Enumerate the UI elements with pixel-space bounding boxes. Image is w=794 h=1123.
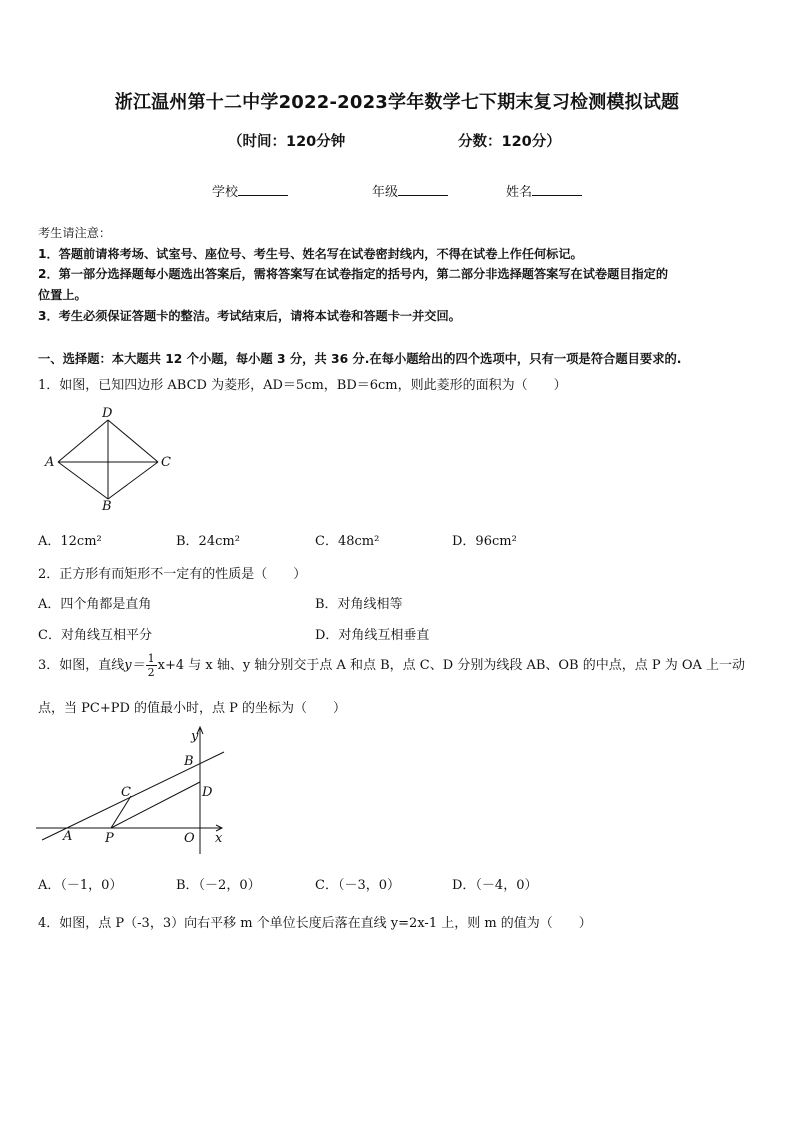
q3-prefix: 3．如图，直线 [38, 658, 125, 673]
q3-frac-den: 2 [147, 666, 155, 679]
q1-option-d: D．96cm² [452, 534, 517, 549]
question-3-line2: 点，当 PC+PD 的值最小时，点 P 的坐标为（ ） [38, 701, 347, 716]
name-label: 姓名 [506, 185, 533, 200]
q1-option-b: B．24cm² [176, 534, 240, 549]
q2-option-a: A．四个角都是直角 [38, 597, 152, 612]
label-C: C [121, 785, 131, 800]
label-A: A [45, 455, 55, 470]
grade-blank [398, 183, 448, 196]
label-x-axis: x [215, 831, 223, 846]
notice-item: 3．考生必须保证答题卡的整洁。考试结束后，请将本试卷和答题卡一并交回。 [38, 309, 461, 323]
notice-item: 1．答题前请将考场、试室号、座位号、考生号、姓名写在试卷密封线内，不得在试卷上作任何标记。 [38, 247, 583, 261]
label-B: B [184, 754, 194, 769]
school-label: 学校 [212, 185, 239, 200]
notice-heading: 考生请注意： [38, 226, 112, 240]
coordinate-figure [36, 722, 236, 862]
question-3-text [38, 652, 745, 679]
q3-suffix: x+4 与 x 轴、y 轴分别交于点 A 和点 B，点 C、D 分别为线段 AB、OB 的中点，点 P 为 OA 上一动 [157, 658, 746, 673]
q2-option-d: D．对角线互相垂直 [315, 628, 430, 643]
school-blank [238, 183, 288, 196]
rhombus-figure [38, 402, 188, 514]
label-O: O [184, 831, 195, 846]
label-y-axis: y [191, 729, 199, 744]
label-C: C [161, 455, 171, 470]
grade-field [372, 181, 448, 200]
q3-option-d: D．（－4，0） [452, 878, 538, 893]
q3-option-b: B．（－2，0） [176, 878, 261, 893]
question-1-text: 1．如图，已知四边形 ABCD 为菱形，AD＝5cm，BD＝6cm，则此菱形的面积为（ ） [38, 378, 567, 393]
grade-label: 年级 [372, 185, 399, 200]
q1-option-c: C．48cm² [315, 534, 380, 549]
school-field [212, 181, 288, 200]
q3-y-equals: y＝ [124, 658, 145, 673]
q3-frac-num: 1 [147, 652, 155, 665]
section-heading: 一、选择题：本大题共 12 个小题，每小题 3 分，共 36 分.在每小题给出的四个选项中，只有一项是符合题目要求的. [38, 352, 682, 366]
exam-score: 分数：120分） [458, 134, 561, 150]
q3-fraction [146, 652, 157, 679]
q3-option-c: C．（－3，0） [315, 878, 400, 893]
q1-option-a: A．12cm² [38, 534, 102, 549]
q3-option-a: A．（－1，0） [38, 878, 123, 893]
label-D: D [102, 406, 113, 421]
question-2-text: 2．正方形有而矩形不一定有的性质是（ ） [38, 567, 307, 582]
exam-time: （时间：120分钟 [228, 134, 346, 150]
label-A: A [63, 829, 73, 844]
label-D: D [202, 785, 213, 800]
notice-item: 2．第一部分选择题每小题选出答案后，需将答案写在试卷指定的括号内，第二部分非选择题答案写在试卷题目指定的 [38, 267, 669, 281]
question-4-text: 4．如图，点 P（-3，3）向右平移 m 个单位长度后落在直线 y=2x-1 上，则 m 的值为（ ） [38, 916, 592, 931]
label-B: B [102, 499, 112, 514]
page-title: 浙江温州第十二中学2022-2023学年数学七下期末复习检测模拟试题 [114, 92, 680, 113]
q2-option-c: C．对角线互相平分 [38, 628, 152, 643]
q2-option-b: B．对角线相等 [315, 597, 403, 612]
name-field [506, 181, 582, 200]
name-blank [532, 183, 582, 196]
notice-item: 位置上。 [38, 288, 87, 302]
label-P: P [105, 831, 114, 846]
